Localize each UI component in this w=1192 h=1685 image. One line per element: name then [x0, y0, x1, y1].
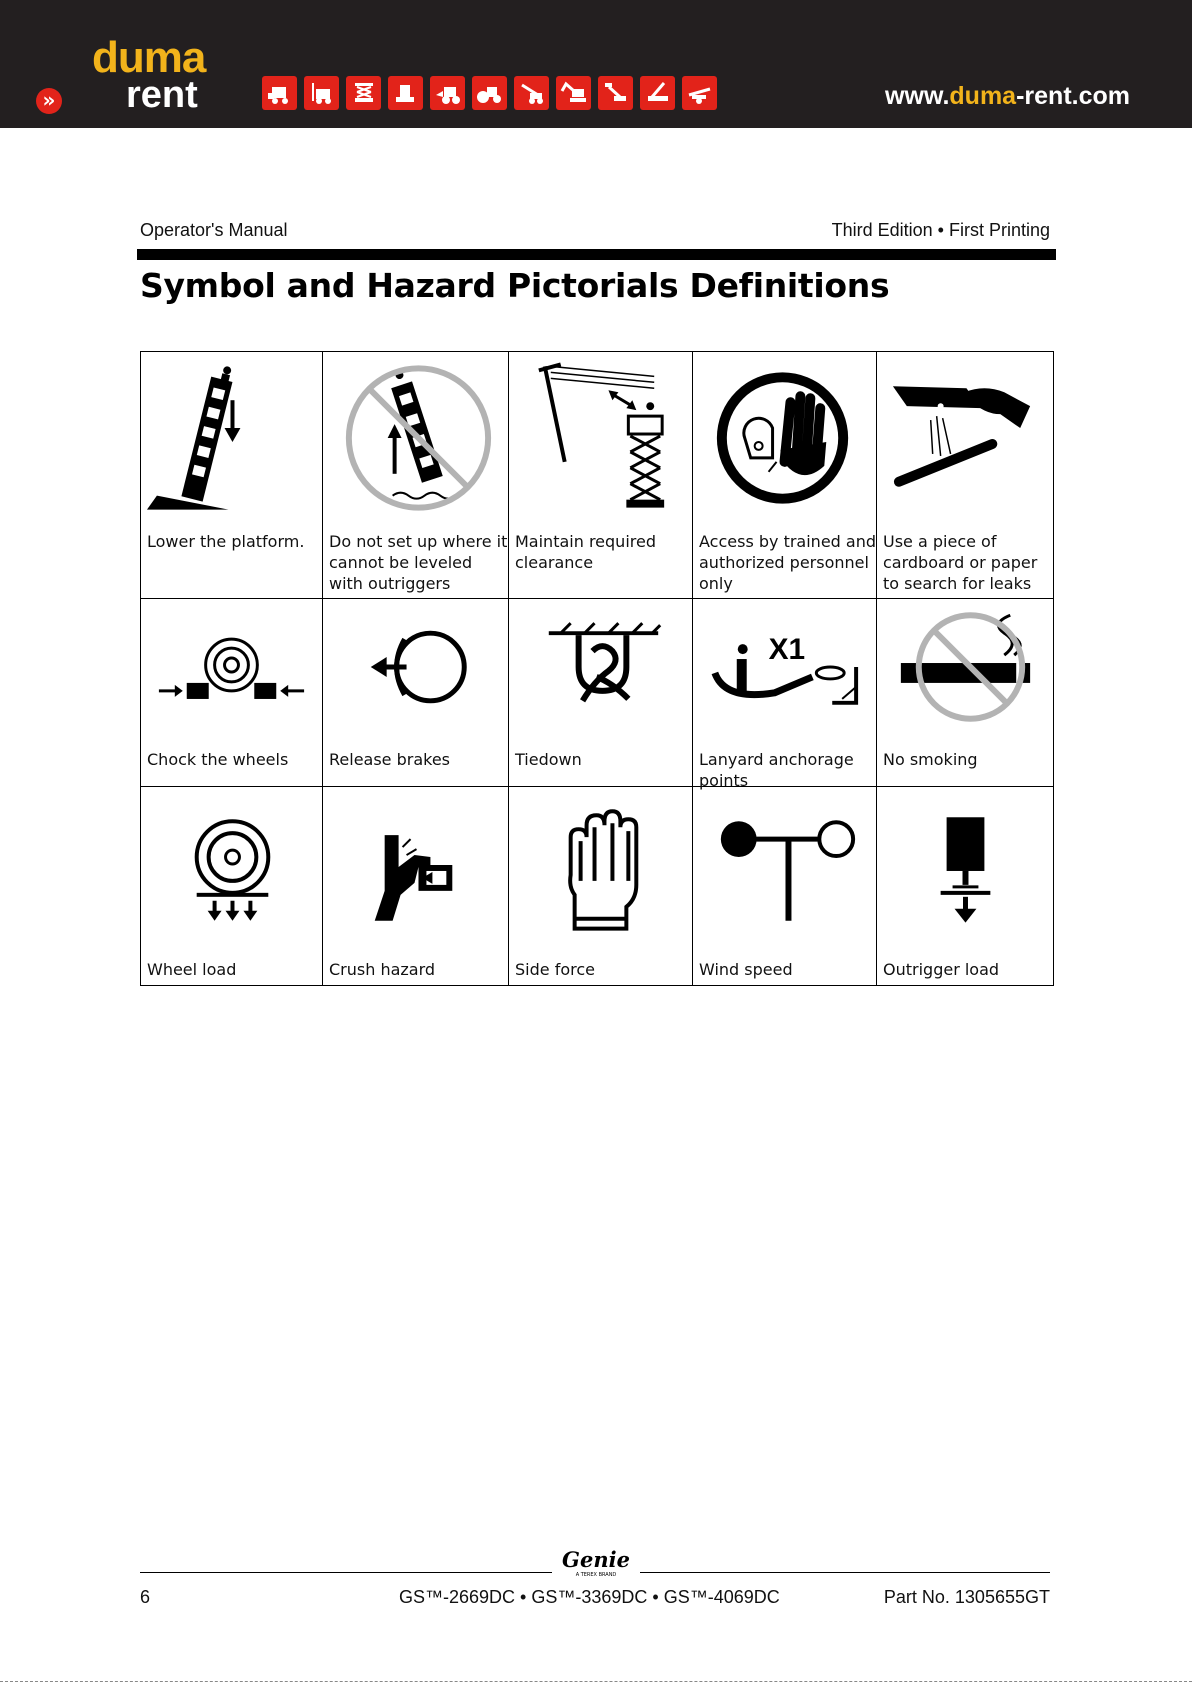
- footer-rule-left: [140, 1572, 552, 1573]
- symbol-cell: [693, 787, 876, 985]
- symbol-cell: [509, 599, 692, 786]
- symbol-cell: [323, 599, 508, 786]
- release-brakes-icon: [323, 607, 508, 727]
- trailer-lift-icon: [682, 76, 717, 110]
- no-unleveled-setup-icon: [323, 362, 508, 512]
- compactor-icon: [388, 76, 423, 110]
- table-row: [141, 599, 1054, 787]
- symbol-caption: Tiedown: [515, 750, 582, 769]
- website-prefix: www.: [885, 82, 950, 110]
- model-list: GS™-2669DC • GS™-3369DC • GS™-4069DC: [399, 1587, 780, 1607]
- page-bottom-dash: [0, 1681, 1192, 1682]
- header-rule: [137, 249, 1056, 260]
- no-smoking-icon: [877, 607, 1053, 727]
- symbol-caption: Lanyard anchorage points: [699, 750, 854, 790]
- symbol-cell: [141, 352, 322, 598]
- symbol-caption: Access by trained and authorized personnel only: [699, 532, 876, 593]
- symbol-caption: No smoking: [883, 750, 978, 769]
- symbol-caption: Wheel load: [147, 960, 237, 979]
- page-number: 6: [140, 1587, 151, 1607]
- website-highlight: duma: [949, 82, 1017, 110]
- lower-platform-icon: [141, 362, 322, 512]
- footer-rule-right: [640, 1572, 1050, 1573]
- forklift-icon: [304, 76, 339, 110]
- symbol-cell: [877, 787, 1053, 985]
- symbol-caption: Maintain required clearance: [515, 532, 656, 572]
- website-suffix: -rent.com: [1016, 82, 1130, 110]
- excavator-icon: [556, 76, 591, 110]
- genie-brand-sub: A TEREX BRAND: [575, 1572, 617, 1578]
- crush-hazard-icon: [323, 795, 508, 935]
- symbol-caption: Release brakes: [329, 750, 451, 769]
- site-banner: [0, 0, 1192, 128]
- symbol-caption: Wind speed: [699, 960, 793, 979]
- symbol-cell: [877, 599, 1053, 786]
- symbol-cell: [323, 352, 508, 598]
- logo-rent-text: rent: [126, 74, 198, 116]
- hydraulic-leak-icon: [877, 362, 1053, 512]
- symbol-caption: Use a piece of cardboard or paper to search for leaks: [883, 532, 1038, 593]
- duma-rent-logo[interactable]: [92, 33, 242, 116]
- wheel-load-icon: [141, 795, 322, 935]
- logo-duma-text: duma: [92, 33, 206, 82]
- symbol-caption: Crush hazard: [329, 960, 436, 979]
- symbol-cell: [693, 599, 876, 790]
- symbol-caption: Outrigger load: [883, 960, 1000, 979]
- symbol-cell: [509, 787, 692, 985]
- page-title: Symbol and Hazard Pictorials Definitions: [140, 266, 890, 305]
- tiedown-icon: [509, 607, 692, 727]
- part-number: Part No. 1305655GT: [883, 1587, 1050, 1607]
- lanyard-mark: X1: [768, 633, 806, 667]
- symbol-caption: Do not set up where it cannot be leveled with outriggers: [329, 532, 508, 593]
- symbol-table: [140, 351, 1054, 986]
- wheel-loader-icon: [430, 76, 465, 110]
- symbol-caption: Lower the platform.: [147, 532, 305, 551]
- power-line-clearance-icon: [509, 362, 692, 512]
- symbol-caption: Chock the wheels: [147, 750, 289, 769]
- table-row: [141, 787, 1054, 986]
- machine-icon-strip: [262, 76, 717, 110]
- symbol-cell: [509, 352, 692, 598]
- symbol-cell: [877, 352, 1053, 598]
- symbol-cell: [693, 352, 876, 598]
- website-link[interactable]: [885, 82, 1130, 111]
- manual-type: Operator's Manual: [140, 220, 288, 240]
- genie-logo: [556, 1548, 636, 1588]
- authorized-personnel-icon: [693, 362, 876, 512]
- telehandler-icon: [514, 76, 549, 110]
- lanyard-anchorage-icon: [693, 607, 876, 727]
- symbol-caption: Side force: [515, 960, 595, 979]
- symbol-cell: [323, 787, 508, 985]
- truck-crane-icon: [640, 76, 675, 110]
- edition-label: Third Edition • First Printing: [831, 220, 1050, 240]
- symbol-cell: [141, 599, 322, 786]
- wind-speed-icon: [693, 795, 876, 935]
- symbol-cell: [141, 787, 322, 985]
- logo-chevron-icon: »: [36, 88, 62, 114]
- boom-lift-icon: [598, 76, 633, 110]
- table-row: [141, 352, 1054, 599]
- roller-icon: [472, 76, 507, 110]
- side-force-icon: [509, 795, 692, 935]
- genie-brand: Genie: [562, 1547, 630, 1572]
- skid-steer-icon: [262, 76, 297, 110]
- scissor-lift-icon: [346, 76, 381, 110]
- outrigger-load-icon: [877, 795, 1053, 935]
- chock-wheels-icon: [141, 607, 322, 727]
